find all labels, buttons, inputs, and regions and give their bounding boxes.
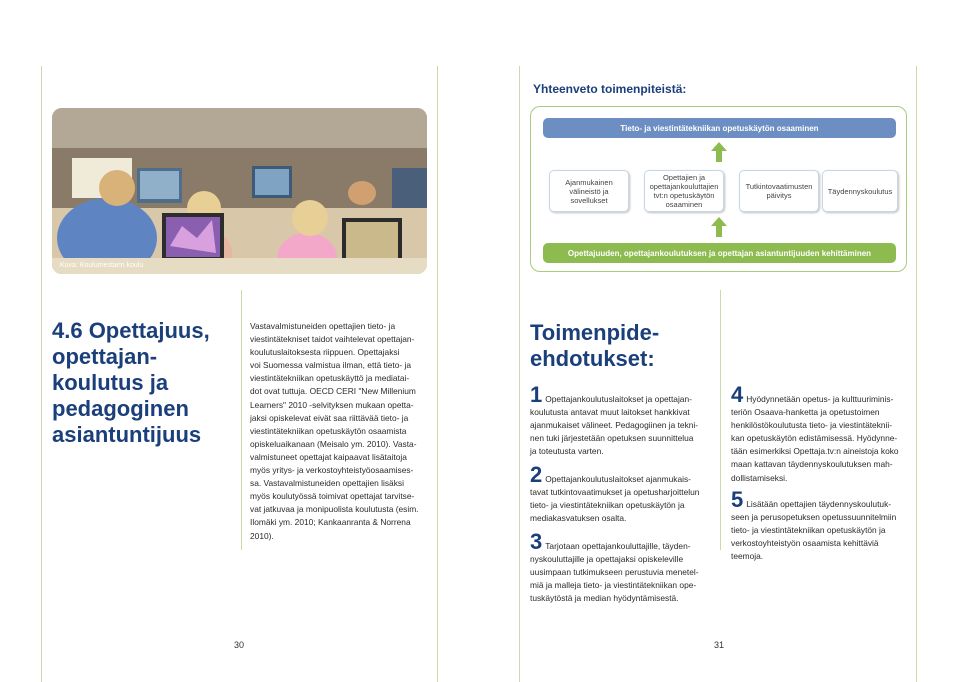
- proposal-number: 4: [731, 382, 744, 407]
- proposal-line: kan opetuskäytön edistämisessä. Hyödynne-: [731, 433, 898, 444]
- body-line: myös koulutyössä toimivat opettajat tarvitse-: [250, 491, 415, 502]
- body-line: voi Suomessa valmistua ilman, että tieto- ja: [250, 360, 412, 371]
- body-line: sa. Vastavalmistuneiden opettajien lisäksi: [250, 478, 404, 489]
- body-line: viestintätekniset taidot vaihtelevat opettajan-: [250, 334, 415, 345]
- up-arrow-icon: [711, 142, 727, 162]
- proposal-line: maan kattavan täydennyskoulutuksen mah-: [731, 459, 893, 470]
- body-line: opiskeluaikanaan (Meisalo ym. 2010). Vasta-: [250, 438, 417, 449]
- column-rule: [437, 66, 438, 682]
- proposal-line: seen ja perusopetuksen opetussuunnitelmiin: [731, 512, 897, 523]
- proposal-line: tään esimerkiksi Opettaja.tv:n aineistoja koko: [731, 446, 899, 457]
- proposal-line: Opettajankoulutuslaitokset ja opettajan-: [545, 394, 692, 404]
- proposal-line: ja toteutusta varten.: [530, 446, 604, 457]
- proposal-line: Hyödynnetään opetus- ja kulttuuriminis-: [746, 394, 894, 404]
- column-rule: [519, 66, 520, 682]
- body-line: Learners" 2010 -selvityksen mukaan opetta-: [250, 399, 414, 410]
- proposal-line: uusimpaan tutkimukseen perustuvia menetel-: [530, 567, 699, 578]
- body-line: koulutuslaitoksesta riippuen. Opettajaksi: [250, 347, 400, 358]
- proposals-heading: [530, 320, 715, 372]
- body-line: myös yritys- ja verkostoyhteistyöosaamises-: [250, 465, 414, 476]
- proposal-line: tieto- ja viestintätekniikan opetuskäytön ja: [530, 500, 685, 511]
- body-line: Ilomäki ym. 2010; Kankaanranta & Norrena: [250, 517, 411, 528]
- proposal-item: [530, 382, 720, 458]
- summary-top-bar: Tieto- ja viestintätekniikan opetuskäytön osaaminen: [543, 118, 896, 138]
- section-heading: [52, 318, 237, 448]
- body-line: Vastavalmistuneiden opettajien tieto- ja: [250, 321, 396, 331]
- body-line: viestintätekniikan opetuskäyttö ja mediatai-: [250, 373, 410, 384]
- proposal-line: tieto- ja viestintätekniikan opetuskäytön ja: [731, 525, 886, 536]
- summary-bottom-bar: Opettajuuden, opettajankoulutuksen ja opettajan asiantuntijuuden kehittäminen: [543, 243, 896, 263]
- proposal-number: 1: [530, 382, 543, 407]
- proposal-item: [731, 487, 916, 563]
- summary-box: Täydennyskoulutus: [822, 170, 898, 212]
- section-body: [250, 320, 435, 543]
- proposal-line: mediakasvatuksen osalta.: [530, 513, 627, 524]
- proposal-line: koulutusta antavat muut laitokset hankkivat: [530, 407, 690, 418]
- column-rule: [916, 66, 917, 682]
- proposal-item: [530, 462, 720, 525]
- proposal-item: [731, 382, 916, 485]
- proposal-number: 3: [530, 529, 543, 554]
- page-number-left: 30: [234, 640, 245, 650]
- body-line: dot ovat tuttuja. OECD CERI "New Millenium: [250, 386, 416, 397]
- proposal-line: miä ja malleja tieto- ja viestintätekniikan ope-: [530, 580, 697, 591]
- body-line: jaksi opiskelevat eivät saa riittävää tieto- ja: [250, 412, 409, 423]
- proposal-line: nyskouluttajille ja opettajaksi opiskeleville: [530, 554, 684, 565]
- heading-line: pedagoginen: [52, 396, 189, 421]
- proposal-number: 5: [731, 487, 744, 512]
- heading-line: Toimenpide-: [530, 320, 660, 345]
- proposal-line: Lisätään opettajien täydennyskoulutuk-: [746, 499, 892, 509]
- up-arrow-icon: [711, 217, 727, 237]
- proposal-item: [530, 529, 720, 605]
- summary-title: Yhteenveto toimenpiteistä:: [533, 82, 687, 96]
- column-rule: [241, 290, 242, 550]
- body-line: viestintätekniikan opetuskäytön osaamista: [250, 425, 407, 436]
- proposal-line: nen tuki järjestetään opetuksen suunnittelua: [530, 433, 694, 444]
- page-number-right: 31: [714, 640, 725, 650]
- proposal-line: teemoja.: [731, 551, 764, 562]
- heading-line: koulutus ja: [52, 370, 169, 395]
- proposal-line: tavat tutkintovaatimukset ja opetusharjoittelun: [530, 487, 700, 498]
- proposal-line: henkilöstökoulutusta tieto- ja viestintäteknii-: [731, 420, 893, 431]
- proposal-line: tuskäytöstä ja median hyödyntämisestä.: [530, 593, 679, 604]
- photo-caption: Kuva: Koulumestarin koulu: [60, 262, 144, 269]
- summary-box: Opettajien ja opettajankouluttajien tvt:n opetuskäytön osaaminen: [644, 170, 724, 212]
- body-line: 2010).: [250, 530, 274, 541]
- heading-line: opettajan-: [52, 344, 158, 369]
- column-rule: [720, 290, 721, 550]
- classroom-photo: [52, 108, 427, 274]
- column-rule: [41, 66, 42, 682]
- heading-line: ehdotukset:: [530, 346, 655, 371]
- body-line: valmistuneet opettajat kaipaavat lisätaitoja: [250, 451, 407, 462]
- proposal-number: 2: [530, 462, 543, 487]
- body-line: vat jatkuvaa ja monipuolista koulutusta (esim.: [250, 504, 419, 515]
- summary-box: Tutkintovaatimusten päivitys: [739, 170, 819, 212]
- proposal-line: teriön Osaava-hanketta ja opetustoimen: [731, 407, 880, 418]
- proposal-line: Tarjotaan opettajankouluttajille, täyden-: [545, 541, 691, 551]
- heading-line: 4.6 Opettajuus,: [52, 318, 210, 343]
- summary-box: Ajanmukainen välineistö ja sovellukset: [549, 170, 629, 212]
- proposal-line: Opettajankoulutuslaitokset ajanmukais-: [545, 474, 691, 484]
- proposal-line: verkostoyhteistyön osaamista kehittäviä: [731, 538, 879, 549]
- heading-line: asiantuntijuus: [52, 422, 202, 447]
- proposal-line: ajanmukaiset välineet. Pedagogiinen ja tekni-: [530, 420, 699, 431]
- proposal-line: dollistamiseksi.: [731, 472, 788, 483]
